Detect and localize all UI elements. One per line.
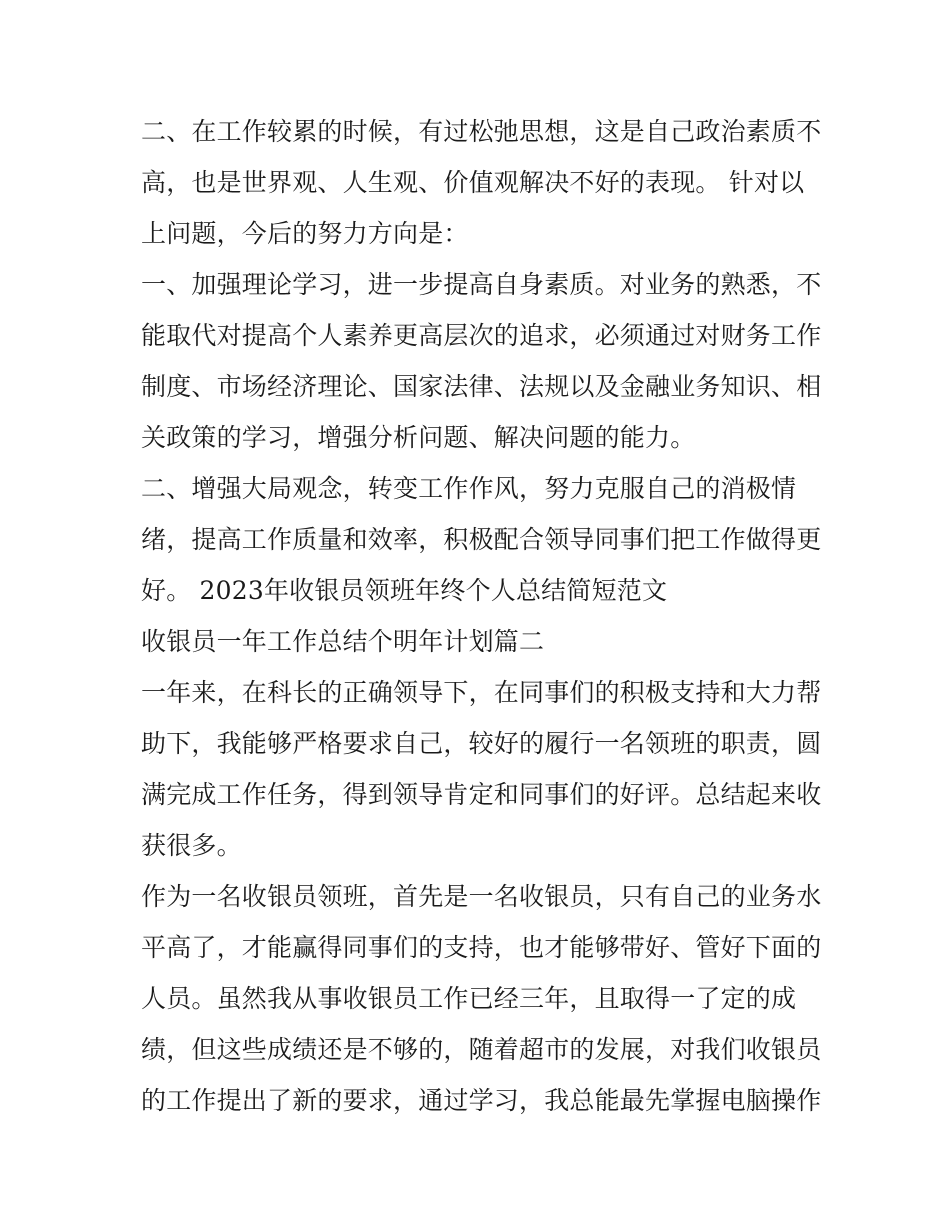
text-line: 上问题，今后的努力方向是： [141,219,469,248]
document-body [141,106,821,1126]
section-heading: 收银员一年工作总结个明年计划篇二 [141,627,545,656]
text-line: 二、增强大局观念，转变工作作风，努力克服自己的消极情 [141,474,797,503]
text-line: 关政策的学习，增强分析问题、解决问题的能力。 [141,423,696,452]
text-line: 作为一名收银员领班，首先是一名收银员，只有自己的业务水 [141,882,822,911]
text-line: 制度、市场经济理论、国家法律、法规以及金融业务知识、相 [141,372,822,401]
text-line: 二、在工作较累的时候，有过松弛思想，这是自己政治素质不 [141,117,822,146]
text-line: 助下，我能够严格要求自己，较好的履行一名领班的职责，圆 [141,729,822,758]
text-line: 好。 2023年收银员领班年终个人总结简短范文 [141,576,668,605]
text-line: 高，也是世界观、人生观、价值观解决不好的表现。 针对以 [141,168,805,197]
text-line: 的工作提出了新的要求，通过学习，我总能最先掌握电脑操作 [141,1086,822,1115]
text-line: 绩，但这些成绩还是不够的，随着超市的发展，对我们收银员 [141,1035,822,1064]
text-line: 平高了，才能赢得同事们的支持，也才能够带好、管好下面的 [141,933,822,962]
text-line: 能取代对提高个人素养更高层次的追求，必须通过对财务工作 [141,321,822,350]
text-line: 一、加强理论学习，进一步提高自身素质。对业务的熟悉，不 [141,270,822,299]
text-line: 绪，提高工作质量和效率，积极配合领导同事们把工作做得更 [141,525,822,554]
text-line: 人员。虽然我从事收银员工作已经三年，且取得一了定的成 [141,984,797,1013]
text-line: 满完成工作任务，得到领导肯定和同事们的好评。总结起来收 [141,780,822,809]
text-line: 一年来，在科长的正确领导下，在同事们的积极支持和大力帮 [141,678,822,707]
text-line: 获很多。 [141,831,242,860]
